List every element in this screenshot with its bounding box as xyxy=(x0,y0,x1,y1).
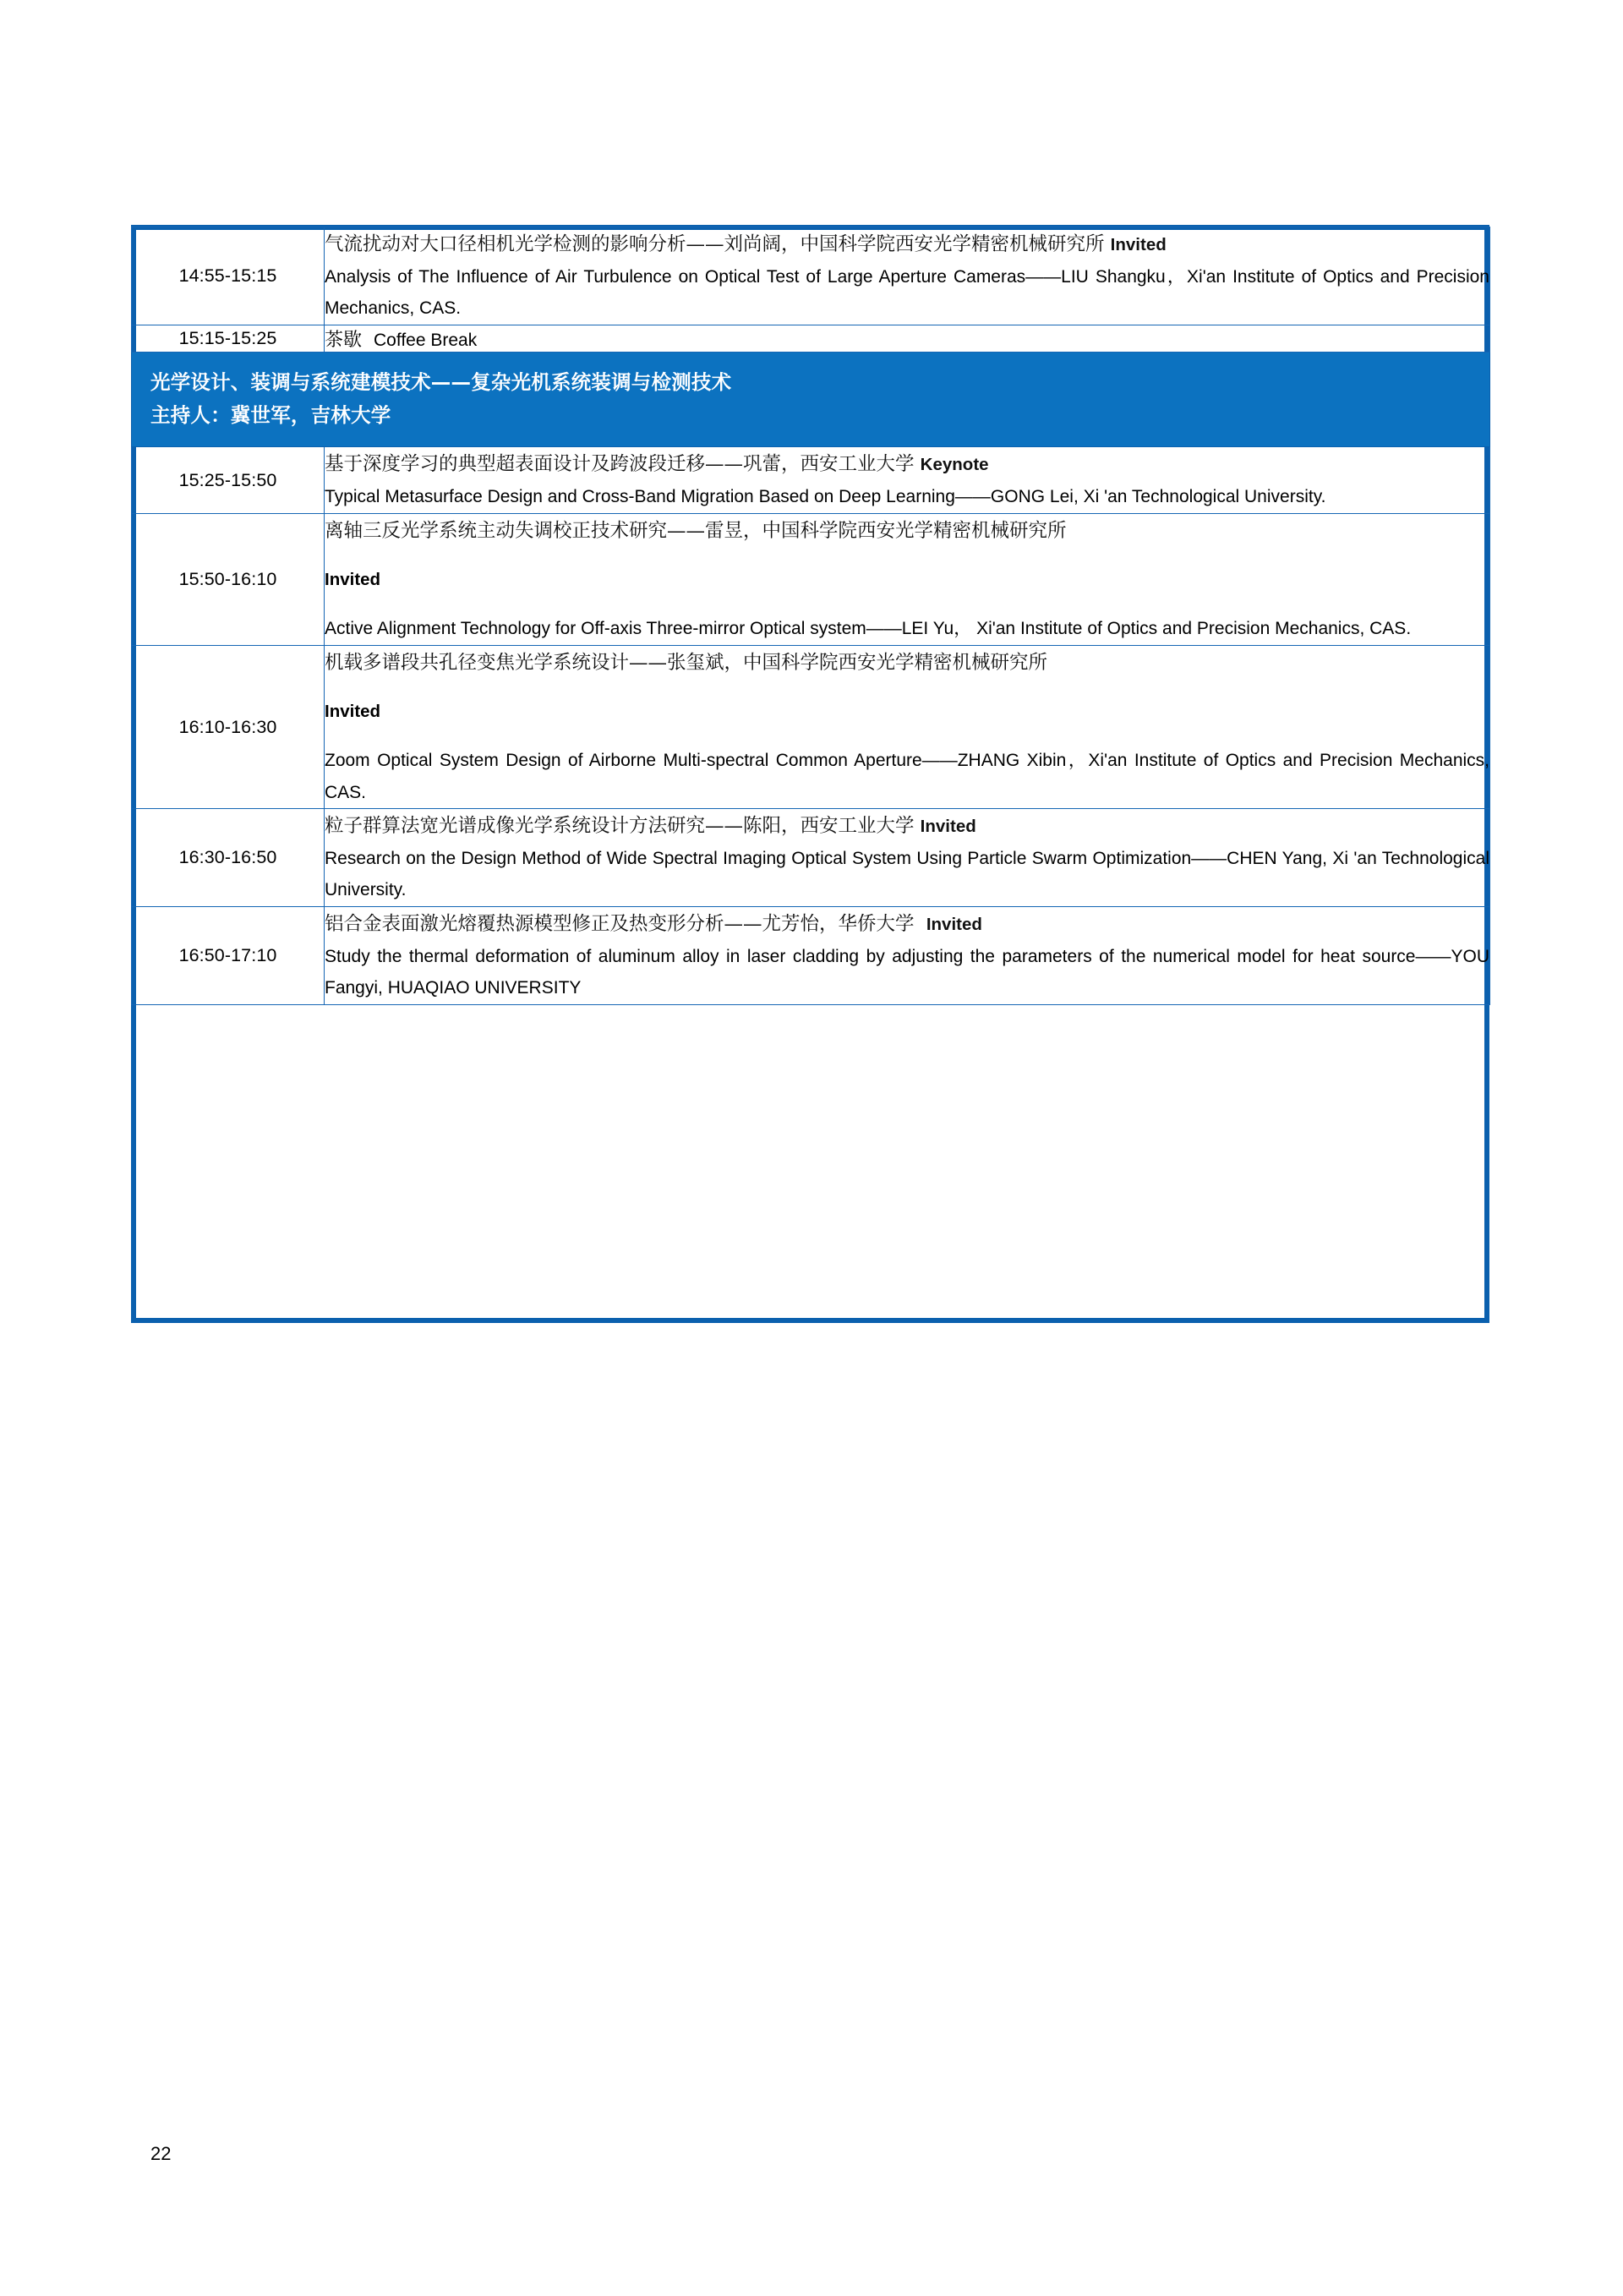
session-tag: Invited xyxy=(920,816,976,836)
table-row xyxy=(132,447,1490,513)
session-title-cn-text: 基于深度学习的典型超表面设计及跨波段迁移——巩蕾，西安工业大学 xyxy=(325,453,915,476)
session-time: 16:10-16:30 xyxy=(132,645,325,808)
session-tag: Keynote xyxy=(920,455,989,475)
session-tag: Invited xyxy=(325,702,381,722)
session-tag: Invited xyxy=(1110,235,1167,254)
session-title-en: Typical Metasurface Design and Cross-Band Migration Based on Deep Learning——GONG Lei, Xi 'an Technological University. xyxy=(325,487,1326,507)
session-content xyxy=(325,513,1490,645)
table-row xyxy=(132,906,1490,1004)
session-title-cn-text: 粒子群算法宽光谱成像光学系统设计方法研究——陈阳，西安工业大学 xyxy=(325,814,915,837)
session-content xyxy=(325,447,1490,513)
break-label-en: Coffee Break xyxy=(374,330,478,350)
session-time: 15:50-16:10 xyxy=(132,513,325,645)
table-row xyxy=(132,513,1490,645)
session-title-en: Zoom Optical System Design of Airborne Multi-spectral Common Aperture——ZHANG Xibin，Xi'an Institute of Optics and Precision Mechanics, CAS. xyxy=(325,751,1489,802)
session-content xyxy=(325,906,1490,1004)
session-banner-chair: 主持人：冀世军，吉林大学 xyxy=(150,402,391,427)
session-banner-cell xyxy=(132,352,1490,447)
session-title-cn xyxy=(325,227,1489,261)
session-tag: Invited xyxy=(926,914,982,934)
session-title-en: Analysis of The Influence of Air Turbulence on Optical Test of Large Aperture Cameras——LIU Shangku，Xi'an Institute of Optics and Precision Mechanics, CAS. xyxy=(325,267,1489,319)
session-title-cn xyxy=(325,907,1489,941)
session-title-cn xyxy=(325,447,1489,481)
table-row xyxy=(132,808,1490,906)
break-label xyxy=(325,325,1489,352)
session-title-cn xyxy=(325,809,1489,843)
session-time: 16:50-17:10 xyxy=(132,906,325,1004)
page-number: 22 xyxy=(150,2143,172,2164)
session-content xyxy=(325,808,1490,906)
session-title-en: Research on the Design Method of Wide Spectral Imaging Optical System Using Particle Swarm Optimization——CHEN Yang, Xi 'an Technological University. xyxy=(325,848,1489,900)
session-title-en: Active Alignment Technology for Off-axis Three-mirror Optical system——LEI Yu， Xi'an Institute of Optics and Precision Mechanics, CAS. xyxy=(325,619,1412,639)
conference-schedule-table xyxy=(131,227,1490,1005)
session-time: 15:25-15:50 xyxy=(132,447,325,513)
session-banner xyxy=(132,353,1489,447)
session-title-cn: 机载多谱段共孔径变焦光学系统设计——张玺斌，中国科学院西安光学精密机械研究所 xyxy=(325,651,1048,674)
session-banner-row xyxy=(132,352,1490,447)
session-title-cn-text: 铝合金表面激光熔覆热源模型修正及热变形分析——尤芳怡，华侨大学 xyxy=(325,912,915,935)
break-content xyxy=(325,325,1490,352)
session-tag: Invited xyxy=(325,570,381,590)
session-time: 16:30-16:50 xyxy=(132,808,325,906)
session-time: 14:55-15:15 xyxy=(132,227,325,325)
session-time: 15:15-15:25 xyxy=(132,325,325,352)
break-label-cn: 茶歇 xyxy=(325,329,363,351)
table-row xyxy=(132,325,1490,352)
session-title-cn: 离轴三反光学系统主动失调校正技术研究——雷昱，中国科学院西安光学精密机械研究所 xyxy=(325,519,1067,542)
session-title-en: Study the thermal deformation of aluminum alloy in laser cladding by adjusting the parameters of the numerical model for heat source——YOU Fangyi, HUAQIAO UNIVERSITY xyxy=(325,946,1489,998)
table-frame-bottom xyxy=(131,1318,1489,1323)
session-content xyxy=(325,645,1490,808)
session-banner-title: 光学设计、装调与系统建模技术——复杂光机系统装调与检测技术 xyxy=(150,369,732,394)
session-title-cn-text: 气流扰动对大口径相机光学检测的影响分析——刘尚阔，中国科学院西安光学精密机械研究所 xyxy=(325,233,1105,255)
table-row xyxy=(132,645,1490,808)
session-content xyxy=(325,227,1490,325)
table-row xyxy=(132,227,1490,325)
